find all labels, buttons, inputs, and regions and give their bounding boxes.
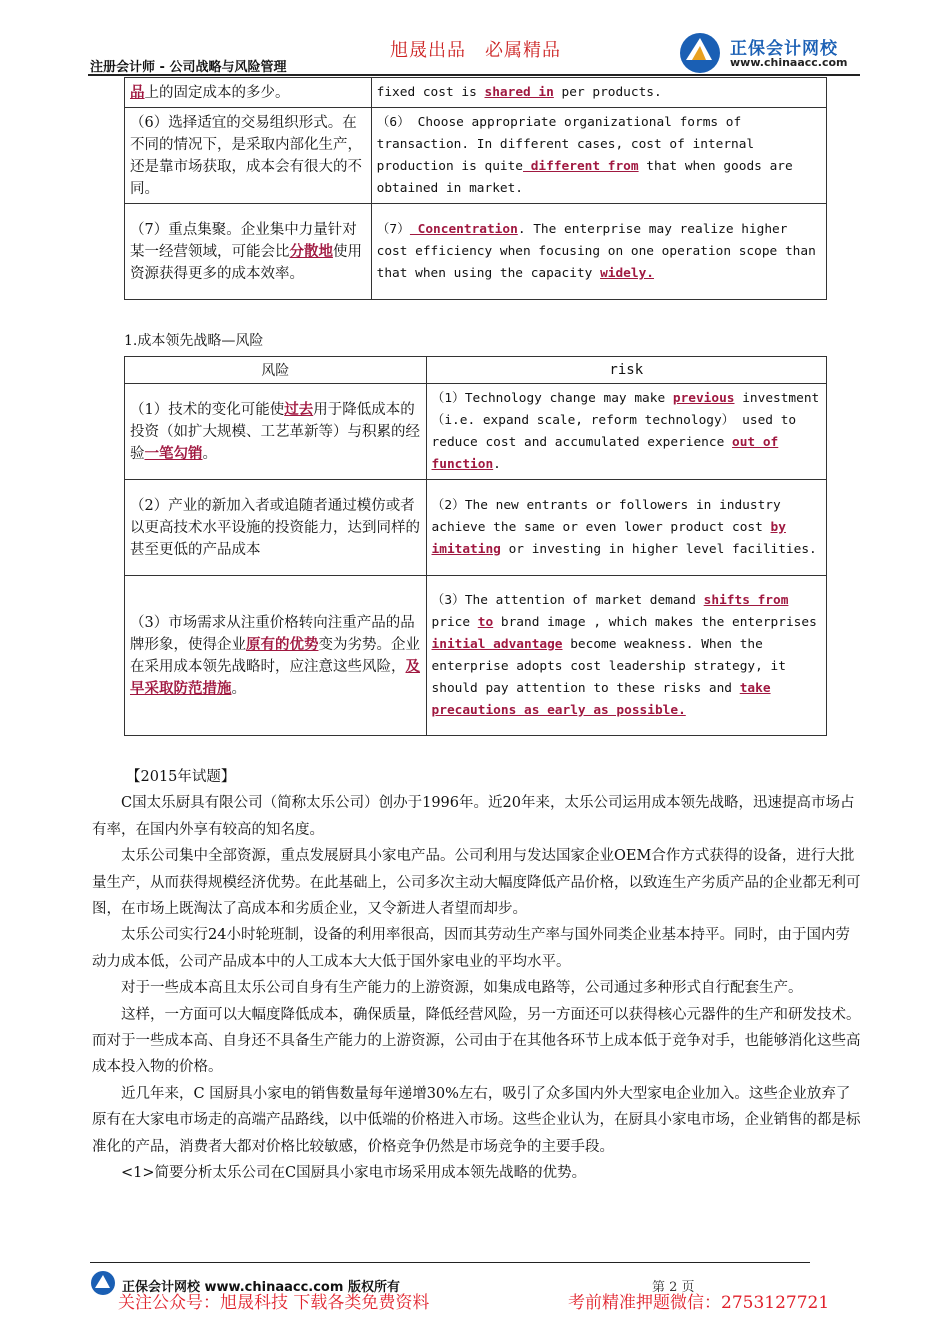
cell-english [426, 576, 826, 736]
text-run: 。 [202, 445, 217, 462]
exam-section [92, 764, 862, 1187]
logo-url: www.chinaacc.com [730, 56, 848, 69]
cell-english [426, 480, 826, 576]
highlighted-term: to [477, 614, 494, 630]
footer-copyright: 正保会计网校 www.chinaacc.com 版权所有 [122, 1280, 400, 1295]
text-run: （3）市场需求从注重价格转向注重产品的品牌形象，使得企业 [130, 614, 415, 653]
text-run: （6）选择适宜的交易组织形式。在不同的情况下，是采取内部化生产，还是靠市场获取，成本会有很大的不同。 [130, 114, 362, 197]
table-row [125, 480, 827, 576]
exam-paragraph: 近几年来，C 国厨具小家电的销售数量每年递增30%左右，吸引了众多国内外大型家电企业加入。这些企业放弃了原有在大家电市场走的高端产品路线，以中低端的价格进入市场。这些企业认为，在厨具小家电市场，企业销售的都是标准化的产品，消费者大都对价格比较敏感，价格竞争仍然是市场竞争的主要手段。 [92, 1085, 861, 1155]
cell-chinese [125, 480, 427, 576]
highlighted-term: 品 [130, 83, 145, 101]
footer-logo-icon [90, 1270, 118, 1296]
table-row [125, 78, 827, 108]
text-run: 使用资源获得更多的成本效率。 [130, 243, 362, 282]
highlighted-term: take precautions as early as possible. [431, 680, 771, 718]
text-run: investment （i.e. expand scale, reform technology） used to reduce cost and accumulated experience [431, 390, 820, 450]
logo-name: 正保会计网校 [730, 39, 838, 59]
text-run: 。 [231, 680, 246, 697]
slogan: 旭晟出品 必属精品 [390, 40, 561, 61]
highlighted-term: different from [523, 158, 639, 174]
cell-english [371, 78, 826, 108]
page-number: 第 2 页 [652, 1280, 695, 1295]
course-title: 注册会计师 - 公司战略与风险管理 [90, 60, 287, 75]
cost-factors-table [124, 77, 827, 300]
watermark-left: 关注公众号：旭晟科技 下载各类免费资料 [118, 1293, 430, 1313]
watermark-right: 考前精准押题微信：2753127721 [568, 1293, 830, 1313]
table-row [125, 204, 827, 300]
text-run: （3）The attention of market demand [431, 592, 704, 608]
highlighted-term: 原有的优势 [246, 635, 319, 653]
section-title: 1.成本领先战略—风险 [124, 333, 264, 349]
footer-logo [90, 1270, 120, 1296]
text-run: brand image , which makes the enterprises [493, 614, 817, 630]
risk-table [124, 356, 827, 736]
text-run: 上的固定成本的多少。 [144, 84, 290, 101]
risk-header-en: risk [426, 357, 826, 384]
highlighted-term: previous [672, 390, 735, 406]
text-run: （2）产业的新加入者或追随者通过模仿或者以更高技术水平设施的投资能力，达到同样的甚至更低的产品成本 [130, 497, 420, 558]
table-row [125, 108, 827, 204]
highlighted-term: widely. [600, 265, 654, 281]
exam-paragraph: 对于一些成本高且太乐公司自身有生产能力的上游资源，如集成电路等，公司通过多种形式自行配套生产。 [121, 980, 803, 997]
highlighted-term: 及早采取防范措施 [130, 657, 420, 697]
text-run: 变为劣势。企业在采用成本领先战略时，应注意这些风险， [130, 636, 420, 675]
text-run: price [431, 614, 478, 630]
highlighted-term: 一笔勾销 [144, 444, 203, 462]
highlighted-term: 过去 [284, 400, 314, 418]
exam-question: <1>简要分析太乐公司在C国厨具小家电市场采用成本领先战略的优势。 [121, 1165, 587, 1182]
cell-chinese [125, 204, 372, 300]
exam-paragraph: 太乐公司实行24小时轮班制，设备的利用率很高，因而其劳动生产率与国外同类企业基本持平。同时，由于国内劳动力成本低，公司产品成本中的人工成本大大低于国外家电业的平均水平。 [92, 927, 850, 970]
text-run: per products. [553, 84, 662, 100]
text-run: （7）重点集聚。企业集中力量针对某一经营领域，可能会比 [130, 221, 357, 260]
cell-english [426, 384, 826, 480]
cell-english [371, 204, 826, 300]
cell-chinese [125, 576, 427, 736]
text-run: （2）The new entrants or followers in industry achieve the same or even lower product cost [431, 497, 781, 535]
header-divider [88, 74, 860, 76]
text-run: 用于降低成本的投资（如扩大规模、工艺革新等）与积累的经验 [130, 401, 420, 462]
highlighted-term: shifts from [703, 592, 789, 608]
text-run: that when goods are obtained in market. [376, 158, 793, 196]
risk-header-zh: 风险 [125, 357, 427, 384]
exam-paragraph: C国太乐厨具有限公司（简称太乐公司）创办于1996年。近20年来，太乐公司运用成本领先战略，迅速提高市场占有率，在国内外享有较高的知名度。 [92, 795, 855, 838]
cell-chinese [125, 78, 372, 108]
text-run: （1）技术的变化可能使 [130, 401, 285, 418]
text-run: . [493, 456, 501, 472]
text-run: . The enterprise may realize higher cost efficiency when focusing on one operation scope than that when using the capacity [376, 221, 816, 281]
text-run: or investing in higher level facilities. [500, 541, 817, 557]
text-run: （7） [376, 221, 410, 237]
footer-divider [90, 1262, 810, 1263]
highlighted-term: 分散地 [289, 242, 333, 260]
cell-chinese [125, 108, 372, 204]
exam-paragraph: 太乐公司集中全部资源，重点发展厨具小家电产品。公司利用与发达国家企业OEM合作方式获得的设备，进行大批量生产，从而获得规模经济优势。在此基础上，公司多次主动大幅度降低产品价格，以致连生产劣质产品的企业都无利可图，在市场上既淘汰了高成本和劣质企业，又令新进人者望而却步。 [92, 848, 861, 918]
cell-english [371, 108, 826, 204]
table-row [125, 384, 827, 480]
text-run: become weakness. When the enterprise adopts cost leadership strategy, it should pay attention to these risks and [431, 636, 786, 696]
text-run: （6） Choose appropriate organizational forms of transaction. In different cases, cost of internal production is quite [376, 114, 755, 174]
text-run: fixed cost is [376, 84, 485, 100]
text-run: （1）Technology change may make [431, 390, 673, 406]
highlighted-term: shared in [484, 84, 554, 100]
highlighted-term: by imitating [431, 519, 786, 557]
table-row [125, 576, 827, 736]
highlighted-term: Concentration [409, 221, 518, 237]
brand-logo-icon [678, 30, 726, 76]
exam-paragraph: 这样，一方面可以大幅度降低成本，确保质量，降低经营风险，另一方面还可以获得核心元器件的生产和研发技术。而对于一些成本高、自身还不具备生产能力的上游资源，公司由于在其他各环节上成本低于竞争对手，也能够消化这些高成本投入物的价格。 [92, 1006, 861, 1076]
highlighted-term: initial advantage [431, 636, 563, 652]
highlighted-term: out of function [431, 434, 779, 472]
cell-chinese [125, 384, 427, 480]
exam-label: 【2015年试题】 [126, 769, 236, 785]
brand-logo [678, 30, 868, 76]
